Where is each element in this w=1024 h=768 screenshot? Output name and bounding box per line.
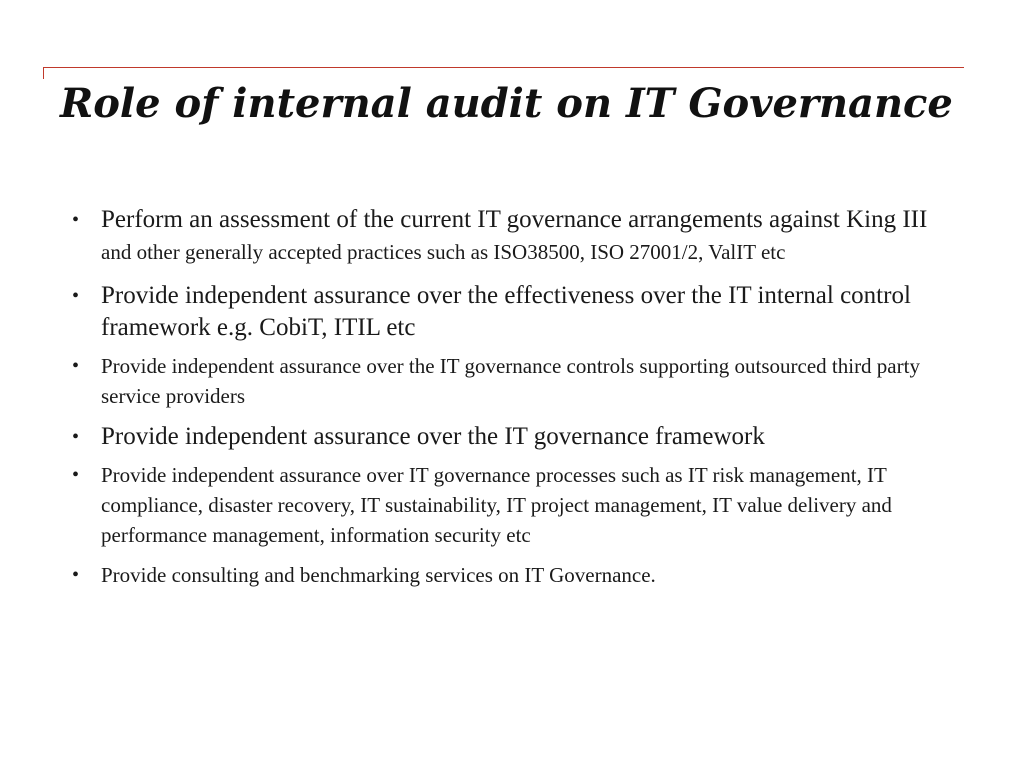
- accent-line-horizontal: [43, 67, 964, 68]
- bullet-item-1: [72, 204, 962, 268]
- bullet-text: Provide independent assurance over the IT governance controls supporting outsourced third party service providers: [101, 354, 920, 408]
- bullet-text: Provide independent assurance over the IT governance framework: [101, 423, 765, 450]
- accent-line-vertical: [43, 67, 44, 79]
- bullet-text: Provide consulting and benchmarking services on IT Governance.: [101, 563, 656, 587]
- bullet-item-3: [72, 351, 962, 411]
- bullet-icon: •: [72, 209, 80, 231]
- bullet-icon: •: [72, 464, 80, 486]
- bullet-item-2: [72, 280, 962, 344]
- bullet-icon: •: [72, 285, 80, 307]
- bullet-text-small: and other generally accepted practices such as ISO38500, ISO 27001/2, ValIT etc: [101, 240, 786, 264]
- bullet-item-4: [72, 421, 962, 453]
- bullet-text: Provide independent assurance over the effectiveness over the IT internal control framework e.g. CobiT, ITIL etc: [101, 282, 911, 341]
- bullet-item-6: [72, 560, 962, 590]
- bullet-text: Provide independent assurance over IT governance processes such as IT risk management, IT compliance, disaster recovery, IT sustainability, IT project management, IT value delivery and performance management, information security etc: [101, 463, 892, 547]
- bullet-item-5: [72, 460, 962, 550]
- bullet-icon: •: [72, 564, 80, 586]
- slide-title: Role of internal audit on IT Governance: [60, 80, 953, 127]
- bullet-list: [72, 204, 962, 600]
- bullet-text-large: Perform an assessment of the current IT governance arrangements against King III: [101, 206, 928, 233]
- bullet-icon: •: [72, 355, 80, 377]
- bullet-icon: •: [72, 426, 80, 448]
